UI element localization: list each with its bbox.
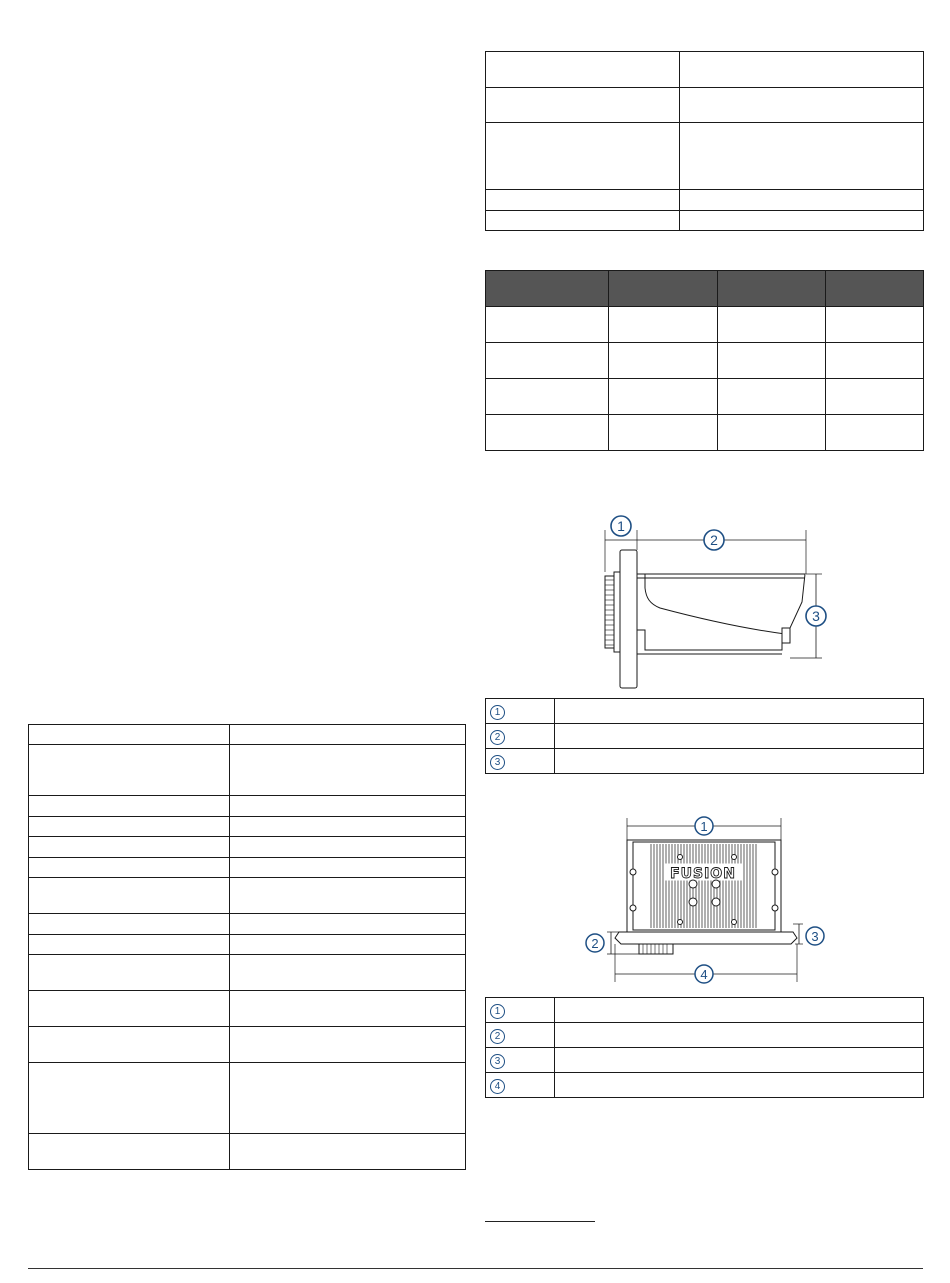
- table-row: [486, 415, 924, 451]
- table-row: [486, 123, 924, 190]
- table-row: [29, 955, 466, 991]
- legend-text: [555, 1023, 924, 1048]
- callout-3: [806, 927, 824, 945]
- callout-number: 4: [490, 1079, 505, 1094]
- table-row: [29, 914, 466, 935]
- legend-row: [486, 749, 924, 774]
- table-row: [29, 817, 466, 837]
- legend-row: [486, 1048, 924, 1073]
- callout-3: [806, 606, 826, 626]
- callout-1: [611, 516, 631, 536]
- table-header-row: [486, 271, 924, 307]
- legend-text: [555, 1073, 924, 1098]
- legend-text: [555, 749, 924, 774]
- table-row: [29, 1027, 466, 1063]
- svg-text:2: 2: [591, 936, 599, 951]
- table-row: [29, 796, 466, 817]
- svg-text:3: 3: [812, 608, 820, 624]
- callout-number: 1: [490, 1004, 505, 1019]
- fusion-logo: FUSION: [670, 866, 736, 882]
- legend-row: [486, 724, 924, 749]
- callout-2: [586, 934, 604, 952]
- table-row: [486, 88, 924, 123]
- side-view-dimension-drawing: [590, 510, 840, 695]
- legend-text: [555, 699, 924, 724]
- callout-number: 3: [490, 1054, 505, 1069]
- callout-number: 1: [490, 705, 505, 720]
- callout-number: 2: [490, 1029, 505, 1044]
- table-row: [29, 745, 466, 796]
- table-row: [29, 725, 466, 745]
- side-view-legend: [485, 698, 924, 774]
- svg-text:3: 3: [811, 929, 819, 944]
- table-row: [29, 878, 466, 914]
- svg-text:1: 1: [617, 518, 625, 534]
- table-row: [29, 1134, 466, 1170]
- table-row: [29, 935, 466, 955]
- top-view-dimension-drawing: [583, 812, 833, 987]
- svg-text:1: 1: [700, 819, 708, 834]
- legend-text: [555, 998, 924, 1023]
- legend-row: [486, 1023, 924, 1048]
- callout-4: [695, 965, 713, 983]
- callout-1: [695, 817, 713, 835]
- legend-text: [555, 724, 924, 749]
- page-footer-rule: [28, 1268, 923, 1269]
- legend-row: [486, 1073, 924, 1098]
- table-row: [29, 991, 466, 1027]
- table-row: [486, 343, 924, 379]
- table-row: [486, 190, 924, 211]
- table-row: [486, 52, 924, 88]
- footnote-divider: [485, 1221, 595, 1222]
- table-row: [29, 837, 466, 858]
- legend-row: [486, 699, 924, 724]
- svg-text:2: 2: [710, 532, 718, 548]
- top-view-legend: [485, 997, 924, 1098]
- callout-number: 3: [490, 755, 505, 770]
- table-row: [29, 1063, 466, 1134]
- table-row: [486, 211, 924, 231]
- legend-text: [555, 1048, 924, 1073]
- table-row: [486, 307, 924, 343]
- callout-number: 2: [490, 730, 505, 745]
- table-row: [29, 858, 466, 878]
- specifications-table-continued: [485, 51, 924, 231]
- svg-text:4: 4: [700, 967, 708, 982]
- specifications-table: [28, 724, 466, 1170]
- legend-row: [486, 998, 924, 1023]
- table-row: [486, 379, 924, 415]
- data-table: [485, 270, 924, 451]
- callout-2: [704, 530, 724, 550]
